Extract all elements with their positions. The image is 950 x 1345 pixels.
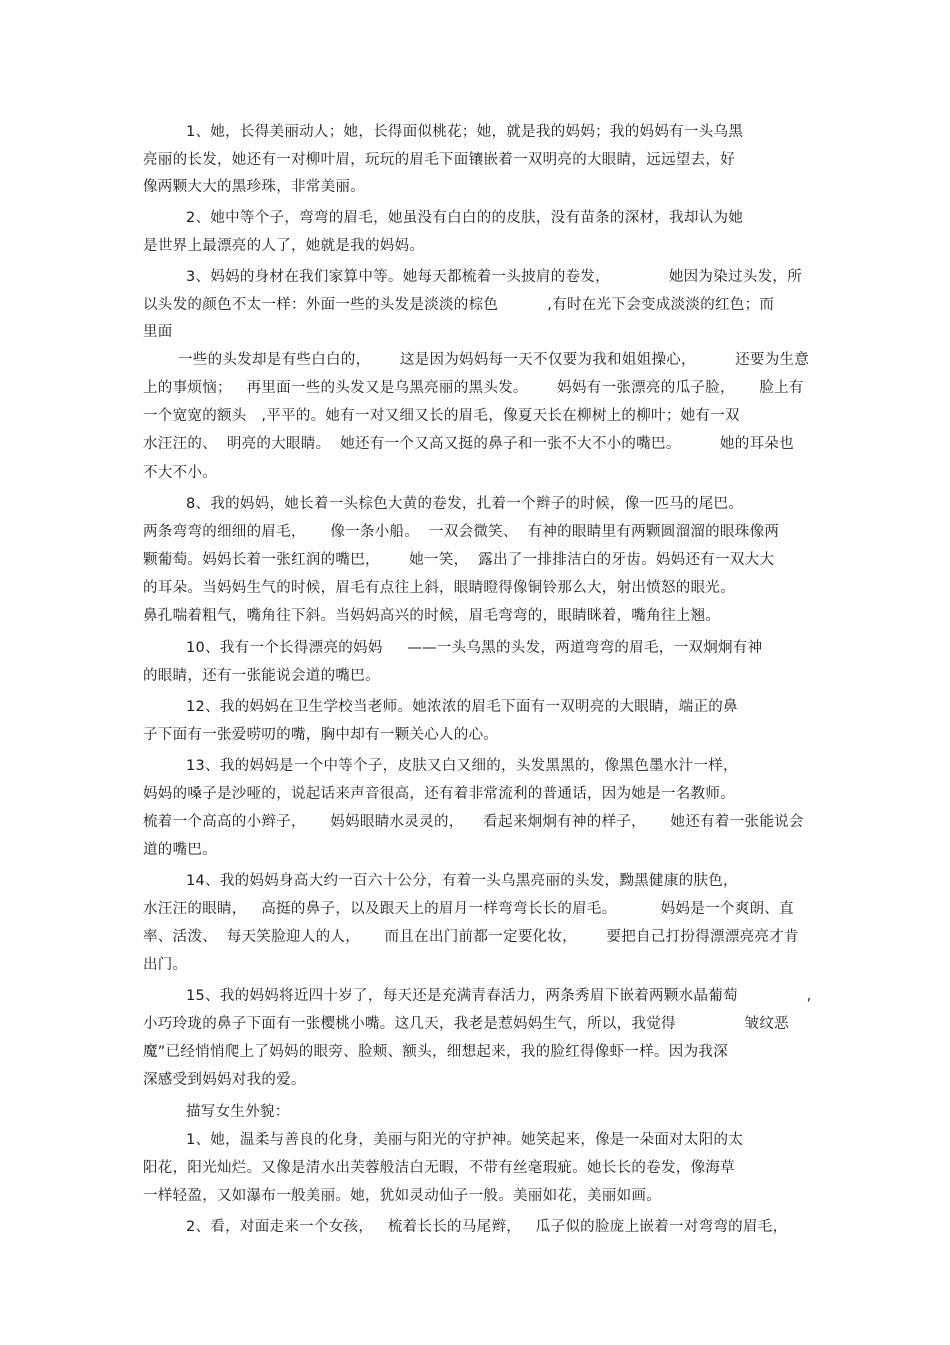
text-line: 出门。 [143, 957, 188, 973]
text-line: 魔”已经悄悄爬上了妈妈的眼旁、脸颊、额头，细想起来，我的脸红得像虾一样。因为我深 [143, 1044, 729, 1060]
text-line: 描写女生外貌： [186, 1104, 290, 1120]
text-line: 两条弯弯的细细的眉毛， 像一条小船。 一双会微笑、 有神的眼睛里有两颗圆溜溜的眼珠像两 [143, 524, 780, 540]
text-line: 亮丽的长发，她还有一对柳叶眉，玩玩的眉毛下面镶嵌着一双明亮的大眼睛，远远望去，好 [143, 152, 735, 168]
text-line: 1、她，长得美丽动人；她，长得面似桃花；她，就是我的妈妈；我的妈妈有一头乌黑 [186, 124, 744, 140]
text-line: 的耳朵。当妈妈生气的时候，眉毛有点往上斜，眼睛瞪得像铜铃那么大，射出愤怒的眼光。 [143, 580, 735, 596]
text-line: 颗葡萄。妈妈长着一张红润的嘴巴， 她一笑， 露出了一排排洁白的牙齿。妈妈还有一双大大 [143, 552, 775, 568]
text-line: 水汪汪的眼睛， 高挺的鼻子，以及跟天上的眉月一样弯弯长长的眉毛。 妈妈是一个爽朗、直 [143, 901, 794, 917]
text-line: 12、我的妈妈在卫生学校当老师。她浓浓的眉毛下面有一双明亮的大眼睛，端正的鼻 [186, 699, 738, 715]
text-line: 一些的头发却是有些白白的， 这是因为妈妈每一天不仅要为我和姐姐操心， 还要为生意 [178, 352, 810, 368]
text-line: 妈妈的嗓子是沙哑的，说起话来声音很高，还有着非常流利的普通话，因为她是一名教师。 [143, 786, 735, 802]
text-line: 水汪汪的、 明亮的大眼睛。 她还有一个又高又挺的鼻子和一张不大不小的嘴巴。 她的耳朵也 [143, 436, 794, 452]
text-line: 道的嘴巴。 [143, 842, 217, 858]
text-line: 一个宽宽的额头 ,平平的。她有一对又细又长的眉毛，像夏天长在柳树上的柳叶；她有一双 [143, 408, 740, 424]
text-line: 2、她中等个子，弯弯的眉毛，她虽没有白白的的皮肤，没有苗条的深材，我却认为她 [186, 210, 744, 226]
text-line: 小巧玲珑的鼻子下面有一张樱桃小嘴。这几天，我老是惹妈妈生气，所以，我觉得 皱纹恶 [143, 1016, 789, 1032]
text-line: 子下面有一张爱唠叨的嘴，胸中却有一颗关心人的心。 [143, 727, 499, 743]
text-line: 深感受到妈妈对我的爱。 [143, 1072, 306, 1088]
text-line: 13、我的妈妈是一个中等个子，皮肤又白又细的，头发黑黑的，像黑色墨水汁一样， [186, 758, 738, 774]
text-line: 以头发的颜色不太一样：外面一些的头发是淡淡的棕色 ,有时在光下会变成淡淡的红色；而 [143, 297, 775, 313]
text-line: 10、我有一个长得漂亮的妈妈 ——一头乌黑的头发，两道弯弯的眉毛，一双炯炯有神 [186, 640, 763, 656]
text-line: 是世界上最漂亮的人了，她就是我的妈妈。 [143, 238, 425, 254]
text-line: 15、我的妈妈将近四十岁了，每天还是充满青春活力，两条秀眉下嵌着两颗水晶葡萄 , [186, 988, 812, 1004]
text-line: 8、我的妈妈，她长着一头棕色大黄的卷发，扎着一个辫子的时候，像一匹马的尾巴。 [186, 496, 744, 512]
text-line: 率、活泼、 每天笑脸迎人的人， 而且在出门前都一定要化妆， 要把自己打扮得漂漂亮亮才肯 [143, 929, 799, 945]
text-line: 14、我的妈妈身高大约一百六十公分，有着一头乌黑亮丽的头发，黝黑健康的肤色， [186, 873, 738, 889]
text-line: 里面 [143, 324, 173, 340]
text-line: 一样轻盈，又如瀑布一般美丽。她，犹如灵动仙子一般。美丽如花，美丽如画。 [143, 1188, 661, 1204]
text-line: 不大不小。 [143, 465, 217, 481]
text-line: 阳花，阳光灿烂。又像是清水出芙蓉般洁白无暇，不带有丝毫瑕疵。她长长的卷发，像海草 [143, 1160, 735, 1176]
text-line: 上的事烦恼； 再里面一些的头发又是乌黑亮丽的黑头发。 妈妈有一张漂亮的瓜子脸， 脸上有 [143, 380, 804, 396]
text-line: 梳着一个高高的小辫子， 妈妈眼睛水灵灵的， 看起来炯炯有神的样子， 她还有着一张能说会 [143, 814, 804, 830]
text-line: 的眼睛，还有一张能说会道的嘴巴。 [143, 668, 380, 684]
text-line: 鼻孔喘着粗气，嘴角往下斜。当妈妈高兴的时候，眉毛弯弯的，眼睛眯着，嘴角往上翘。 [143, 608, 721, 624]
text-line: 2、看，对面走来一个女孩， 梳着长长的马尾辫， 瓜子似的脸庞上嵌着一对弯弯的眉毛， [186, 1219, 788, 1235]
text-line: 1、她，温柔与善良的化身，美丽与阳光的守护神。她笑起来，像是一朵面对太阳的太 [186, 1132, 744, 1148]
text-line: 3、妈妈的身材在我们家算中等。她每天都梳着一头披肩的卷发， 她因为染过头发，所 [186, 269, 803, 285]
text-line: 像两颗大大的黑珍珠，非常美丽。 [143, 179, 365, 195]
